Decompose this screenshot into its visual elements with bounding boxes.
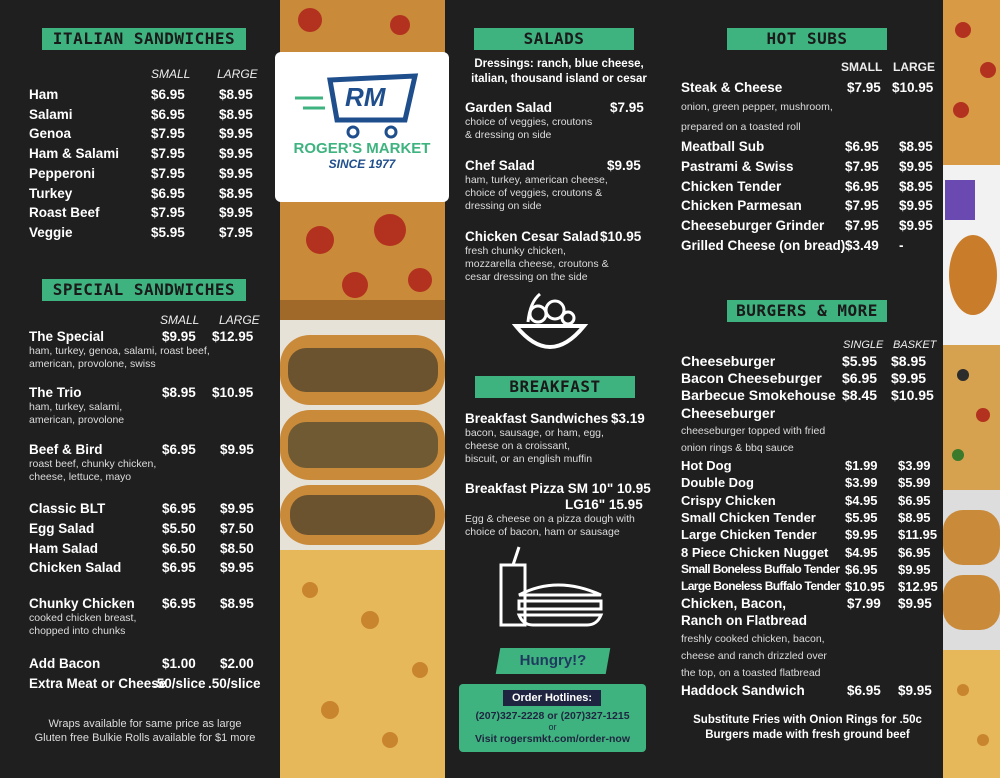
italian-item-name: Turkey [29,185,73,201]
burger-item-single: $6.95 [842,370,878,387]
steak-cheese-large: $10.95 [892,80,934,95]
chef-salad-price: $9.95 [607,158,641,173]
special-title: SPECIAL SANDWICHES [42,279,246,301]
burger-more-item-single: $1.99 [845,458,878,473]
egg-salad-large: $7.50 [220,521,254,536]
chicken-salad-name: Chicken Salad [29,560,122,575]
burger-item-name: Barbecue Smokehouse [681,387,836,404]
hot-sub-item-name: Chicken Tender [681,178,782,194]
add-bacon-name: Add Bacon [29,656,101,671]
italian-item-name: Genoa [29,126,72,142]
steak-sub-photo [280,320,445,550]
the-trio-desc: ham, turkey, salami, american, provolone [29,401,125,426]
flatbread-name: Chicken, Bacon, [681,596,787,611]
hot-sub-item-name: Cheeseburger Grinder [681,218,825,234]
hot-sub-item-name: Chicken Parmesan [681,198,802,214]
italian-item-large: $9.95 [219,165,253,181]
chunky-chicken-large: $8.95 [220,596,254,611]
italian-item-name: Pepperoni [29,165,96,181]
italian-item-name: Roast Beef [29,205,100,221]
breakfast-sandwiches-desc: bacon, sausage, or ham, egg, cheese on a croissant, biscuit, or an english muffin [465,427,604,465]
breakfast-sandwiches-price: $3.19 [611,411,645,426]
hot-sub-item-large: - [899,238,904,253]
fries-note: Substitute Fries with Onion Rings for .50c [693,714,922,726]
flatbread-desc-3: the top, on a toasted flatbread [681,667,821,679]
burger-item-single: $5.95 [842,353,878,369]
dressings-text: Dressings: ranch, blue cheese, italian, thousand island or cesar [471,58,647,85]
italian-item-large: $8.95 [219,106,253,122]
fast-food-icon [497,545,607,630]
italian-title: ITALIAN SANDWICHES [42,28,246,50]
italian-section [0,0,280,778]
special-large-header: LARGE [219,313,260,327]
chunky-chicken-small: $6.95 [162,596,196,611]
burger-more-item-single: $6.95 [845,561,878,577]
burger-item-name: Bacon Cheeseburger [681,370,822,387]
burger-more-item-single: $4.95 [845,544,878,560]
special-small-header: SMALL [160,313,200,327]
steak-cheese-desc2: prepared on a toasted roll [681,121,801,133]
steak-cheese-small: $7.95 [847,80,881,95]
chef-salad-desc: ham, turkey, american cheese, choice of veggies, croutons & dressing on side [465,174,608,212]
haddock-name: Haddock Sandwich [681,683,805,698]
italian-item-name: Ham & Salami [29,146,120,162]
breakfast-title: BREAKFAST [475,376,635,398]
italian-item-small: $6.95 [151,185,185,201]
hot-sub-item-small: $7.95 [845,218,879,234]
italian-item-name: Ham [29,87,59,102]
the-trio-large: $10.95 [212,385,254,400]
ham-salad-name: Ham Salad [29,541,99,556]
haddock-basket: $9.95 [898,683,932,698]
hot-sub-item-small: $6.95 [845,178,879,194]
flatbread-single: $7.99 [847,596,881,611]
flatbread-desc-1: freshly cooked chicken, bacon, [681,633,825,645]
haddock-single: $6.95 [847,683,881,698]
burger-more-item-name: Large Chicken Tender [681,527,817,543]
hot-sub-item-large: $8.95 [899,178,933,194]
steak-cheese-name: Steak & Cheese [681,80,783,95]
burger-more-item-basket: $5.99 [898,475,931,491]
salad-bowl-icon [510,288,590,363]
chicken-cesar-desc: fresh chunky chicken, mozzarella cheese, croutons & cesar dressing on the side [465,245,609,283]
italian-item-large: $8.95 [219,185,253,201]
gluten-free-note: Gluten free Bulkie Rolls available for $1 more [34,732,256,744]
burger-more-item-basket: $11.95 [898,527,938,543]
order-title: Order Hotlines: [503,690,601,706]
burger-item-single: $8.45 [842,387,878,404]
breakfast-pizza-desc: Egg & cheese on a pizza dough with choice of bacon, ham or sausage [465,513,635,538]
hot-subs-large-header: LARGE [893,60,935,74]
bbq-name-line2: Cheeseburger [681,405,776,421]
hot-sub-item-small: $7.95 [845,158,879,174]
burger-more-item-name: Large Boneless Buffalo Tender [681,579,841,594]
extra-meat-small: .50/slice [153,676,206,691]
burgers-single-header: SINGLE [843,339,884,351]
hot-sub-item-small: $6.95 [845,139,879,154]
italian-item-small: $7.95 [151,165,185,181]
burger-item-basket: $10.95 [891,387,934,404]
hot-sub-item-small: $7.95 [845,198,879,214]
extra-meat-large: .50/slice [208,676,261,691]
garden-salad-price: $7.95 [610,100,644,115]
blt-large: $9.95 [220,501,254,516]
italian-item-small: $6.95 [151,106,185,122]
ham-salad-large: $8.50 [220,541,254,556]
the-special-name: The Special [29,329,105,344]
burger-item-name: Cheeseburger [681,353,776,369]
the-special-small: $9.95 [162,329,196,344]
hot-subs-section [665,0,943,778]
hot-sub-item-large: $9.95 [899,158,933,174]
blt-small: $6.95 [162,501,196,516]
breakfast-sandwiches-name: Breakfast Sandwiches [465,411,609,426]
beef-bird-name: Beef & Bird [29,442,103,457]
burger-more-item-name: 8 Piece Chicken Nugget [681,544,829,560]
bbq-desc-1: cheeseburger topped with fried [681,425,826,437]
food-photo-strip-right [943,0,1000,778]
breakfast-pizza-large: LG16" 15.95 [565,497,643,512]
ham-salad-small: $6.50 [162,541,196,556]
italian-item-name: Veggie [29,224,73,240]
burger-more-item-single: $9.95 [845,527,878,543]
burger-more-item-basket: $8.95 [898,509,931,525]
chicken-tenders-photo [943,165,1000,345]
burger-more-item-basket: $3.99 [898,458,931,473]
beef-bird-small: $6.95 [162,442,196,457]
add-bacon-large: $2.00 [220,656,254,671]
burger-more-item-name: Small Boneless Buffalo Tender [681,561,840,576]
cheese-pizza-photo [280,550,445,778]
chicken-salad-large: $9.95 [220,560,254,575]
burger-more-item-single: $3.99 [845,475,878,491]
pepperoni-pizza-photo [943,0,1000,165]
italian-item-large: $8.95 [219,87,253,102]
italian-item-small: $6.95 [151,87,185,102]
italian-item-name: Salami [29,106,73,122]
salads-title: SALADS [474,28,634,50]
italian-large-header: LARGE [217,67,258,81]
hot-sub-item-small: $3.49 [845,238,879,253]
beef-bird-large: $9.95 [220,442,254,457]
hot-sub-item-name: Meatball Sub [681,139,765,154]
sub-photo [943,490,1000,650]
chicken-cesar-name: Chicken Cesar Salad [465,229,599,244]
italian-item-small: $7.95 [151,205,185,221]
chunky-chicken-name: Chunky Chicken [29,596,135,611]
burger-more-item-basket: $12.95 [898,579,938,595]
bbq-desc-2: onion rings & bbq sauce [681,442,794,454]
italian-item-large: $7.95 [219,224,253,240]
order-website-link[interactable]: Visit rogersmkt.com/order-now [474,733,630,745]
hungry-text: Hungry!? [519,652,587,669]
logo-name: ROGER'S MARKET [293,140,431,157]
hot-sub-item-name: Grilled Cheese (on bread) [681,238,846,253]
steak-cheese-desc: onion, green pepper, mushroom, [681,101,833,113]
burger-more-item-single: $10.95 [845,579,885,595]
the-trio-small: $8.95 [162,385,196,400]
supreme-pizza-photo [943,345,1000,490]
extra-meat-name: Extra Meat or Cheese [29,676,167,691]
chicken-cesar-price: $10.95 [600,229,642,244]
burger-more-item-single: $5.95 [845,509,878,525]
burger-more-item-name: Double Dog [681,475,754,491]
hot-sub-item-large: $8.95 [899,139,933,154]
chef-salad-name: Chef Salad [465,158,535,173]
burgers-basket-header: BASKET [893,339,937,351]
wraps-note: Wraps available for same price as large [48,718,242,730]
burger-more-item-name: Hot Dog [681,458,732,473]
burger-more-item-single: $4.95 [845,492,878,508]
burger-more-item-basket: $6.95 [898,492,931,508]
burger-item-basket: $8.95 [891,353,927,369]
italian-item-small: $5.95 [151,224,185,240]
add-bacon-small: $1.00 [162,656,196,671]
logo-initials: RM [345,82,386,112]
order-phones[interactable]: (207)327-2228 or (207)327-1215 [475,710,630,722]
order-or: or [548,722,557,732]
rogers-market-logo [275,52,449,202]
italian-item-large: $9.95 [219,205,253,221]
salads-section [445,0,665,778]
hot-sub-item-large: $9.95 [899,198,933,214]
egg-salad-small: $5.50 [162,521,196,536]
beef-note: Burgers made with fresh ground beef [705,729,910,741]
hot-sub-item-large: $9.95 [899,218,933,234]
garden-salad-name: Garden Salad [465,100,553,115]
logo-since: SINCE 1977 [328,157,396,171]
flatbread-desc-2: cheese and ranch drizzled over [681,650,827,662]
burgers-title: BURGERS & MORE [727,300,887,322]
burger-item-basket: $9.95 [891,370,927,387]
burger-more-item-basket: $9.95 [898,561,931,577]
burger-more-item-name: Small Chicken Tender [681,509,816,525]
garden-salad-desc: choice of veggies, croutons & dressing on side [465,116,593,141]
italian-item-small: $7.95 [151,146,185,162]
hot-subs-small-header: SMALL [841,60,883,74]
egg-salad-name: Egg Salad [29,521,95,536]
the-special-desc: ham, turkey, genoa, salami, roast beef, american, provolone, swiss [29,345,210,370]
italian-item-small: $7.95 [151,126,185,142]
burger-more-item-basket: $6.95 [898,544,931,560]
hot-subs-title: HOT SUBS [727,28,887,50]
the-special-large: $12.95 [212,329,254,344]
burger-more-item-name: Crispy Chicken [681,492,776,508]
blt-name: Classic BLT [29,501,106,516]
chunky-chicken-desc: cooked chicken breast, chopped into chunks [29,612,137,637]
flatbread-basket: $9.95 [898,596,932,611]
hot-sub-item-name: Pastrami & Swiss [681,158,794,174]
italian-item-large: $9.95 [219,126,253,142]
beef-bird-desc: roast beef, chunky chicken, cheese, lettuce, mayo [29,458,157,483]
breakfast-pizza-name: Breakfast Pizza SM 10" 10.95 [465,481,651,496]
cheese-pizza-photo-right [943,650,1000,778]
italian-item-large: $9.95 [219,146,253,162]
flatbread-name-line2: Ranch on Flatbread [681,613,808,628]
the-trio-name: The Trio [29,385,82,400]
italian-small-header: SMALL [151,67,191,81]
chicken-salad-small: $6.95 [162,560,196,575]
